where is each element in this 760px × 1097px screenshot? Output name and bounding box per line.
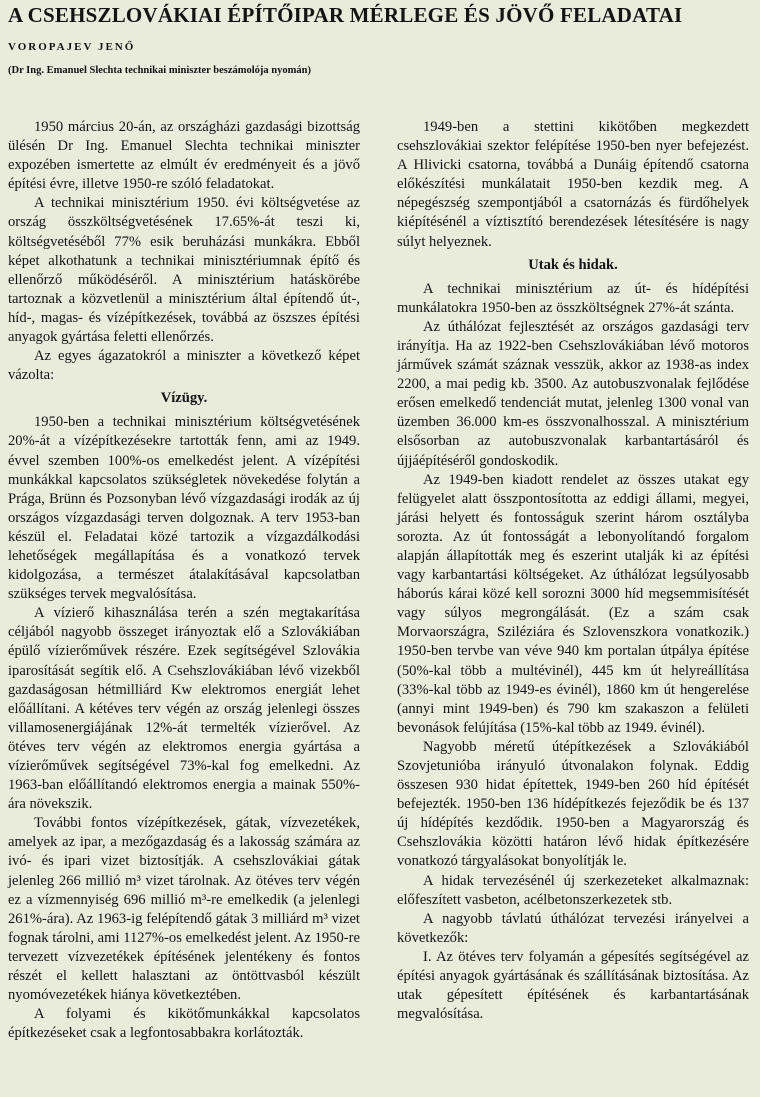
paragraph: 1949-ben a stettini kikötőben megkezdett csehszlovákiai szektor felépítése 1950-ben nyer befejezést. A Hlivicki csatorna, továbbá a Dunáig építendő csatorna előkészítési munkálatait 1950-ben kezdik meg. A népegészség szempontjából a csatornázás és fürdőhelyek kiépítésénél a víztisztító berendezések létesítésére is nagy súlyt helyeznek. — [397, 119, 749, 250]
paragraph: Az úthálózat fejlesztését az országos gazdasági terv irányítja. Ha az 1922-ben Csehszlovákiában lévő motoros járművek számát száznak vesszük, akkor az 1938-as index 2200, a mai pedig kb. 3500. Az autobuszvonalak fejlődése erősen emelkedő tendenciát mutat, jelenleg 1300 vonal van üzemben 36.000 km-es összvonalhosszal. A minisztérium elsősorban az autobuszvonalak karbantartásáról és újjáépítéséről gondoskodik. — [397, 318, 749, 469]
paragraph: A vízierő kihasználása terén a szén megtakarítása céljából nagyobb összeget irányoztak elő a Szlovákiában épülő vízierőművek részére. Ezek segítségével Szlovákia iparosítását segítik elő. A Csehszlovákiában lévő vizekből gazdaságosan hétmilliárd Kw elektromos energiát lehet előállítani. A kétéves terv végén az ország jelenlegi összes villamosenergiájának 12%-át termelték vízierővel. Az ötéves terv végén az elektromos energia gyártása a vízierőművek segítségével 73%-kal fog emelkedni. Az 1963-ban előállítandó elektromos energia a mainak 550%-ára növekszik. — [8, 605, 360, 813]
paragraph: További fontos vízépítkezések, gátak, vízvezetékek, amelyek az ipar, a mezőgazdaság és a lakosság számára az ivó- és ipari vizet biztosítják. A csehszlovákiai gátak jelenleg 266 millió m³ vizet tárolnak. Az ötéves terv végén ez a vízmennyiség 696 millió m³-re emelkedik (a jelenlegi 261%-ára). Az 1963-ig felépítendő gátak 3 milliárd m³ vizet fognak tárolni, ami 1127%-os emelkedést jelent. Az 1950-re tervezett vízvezetékek építésének jelentékeny és fontos részét el kellett halasztani az öntöttvasból készült nyomóvezetékek hiánya következtében. — [8, 815, 360, 1004]
paragraph: A folyami és kikötőmunkákkal kapcsolatos építkezéseket csak a legfontosabbakra korlátozták. — [8, 1006, 360, 1042]
paragraph: I. Az ötéves terv folyamán a gépesítés segítségével az építési anyagok gyártásának és szállításának biztosítása. Az utak gépesített építésének és karbantartásának megvalósítása. — [397, 948, 749, 1023]
paragraph: Nagyobb méretű útépítkezések a Szlovákiából Szovjetunióba irányuló útvonalakon folynak. Eddig összesen 930 hidat építettek, 1949-ben 260 híd építését befejezték. 1950-ben 136 hídépítkezés fejeződik be és 137 új hídépítés kezdődik. 1950-ben a Magyarország és Csehszlovákia közötti határon lévő hidak építkezésére vonatkozó tárgyalásokat bonyolítják le. — [397, 738, 749, 870]
paragraph: A hidak tervezésénél új szerkezeteket alkalmaznak: előfeszített vasbeton, acélbetonszerkezetek stb. — [397, 872, 749, 908]
right-column — [397, 118, 749, 1024]
article-author: VOROPAJEV JENŐ — [8, 41, 136, 53]
paragraph: A nagyobb távlatú úthálózat tervezési irányelvei a következők: — [397, 910, 749, 946]
paragraph: A technikai minisztérium az út- és hídépítési munkálatokra 1950-ben az összköltségnek 27%-át szánta. — [397, 280, 749, 316]
section-heading-vizugy: Vízügy. — [160, 390, 208, 407]
paragraph: Az 1949-ben kiadott rendelet az összes utakat egy felügyelet alatt összpontosította az eddigi állami, megyei, járási helyett és fontosságuk szerint három osztályba sorozta. Az út fontosságát a lebonyolítandó forgalom alapján állapították meg és eszerint utalják ki az építési vagy karbantartási költségeket. Az úthálózat legsúlyosabb háborús kárai közé kell sorozni 3000 híd megsemmisítését vagy súlyos megrongálását. (Ez a szám csak Morvaországra, Sziléziára és Szlovenszkora vonatkozik.) 1950-ben tervbe van véve 940 km portalan útpálya építése (50%-kal több a multévinél), 445 km út helyreállítása (33%-kal több az 1949-es évinél), 1860 km út hengerelése (annyi mint 1949-ben) és 790 km szakaszon a felületi bevonások felújítása (15%-kal több az 1949. évinél). — [397, 471, 749, 736]
source-note: (Dr Ing. Emanuel Slechta technikai miniszter beszámolója nyomán) — [8, 65, 311, 76]
article-title: A CSEHSZLOVÁKIAI ÉPÍTŐIPAR MÉRLEGE ÉS JÖVŐ FELADATAI — [8, 3, 683, 27]
paragraph: 1950-ben a technikai minisztérium költségvetésének 20%-át a vízépítkezésekre tartották fenn, ami az 1949. évvel szemben 100%-os emelkedést jelent. A vízépítési munkákkal kapcsolatos szükségletek növekedése folytán a Prága, Brünn és Pozsonyban lévő vízgazdasági irodák az új országos vízgazdasági terven dolgoznak. A terv 1953-ban készül el. Feladatai közé tartozik a vízgazdálkodási lehetőségek megállapítása és a vonatkozó tervek kidolgozása, a természet átalakításával kapcsolatban szükséges tervek megvalósítása. — [8, 414, 360, 603]
paragraph: Az egyes ágazatokról a miniszter a következő képet vázolta: — [8, 348, 360, 384]
paragraph: 1950 március 20-án, az országházi gazdasági bizottság ülésén Dr Ing. Emanuel Slechta technikai miniszter expozében ismertette az elmúlt év eredményeit és a jövő építési évre, illetve 1950-re szóló feladatokat. — [8, 119, 360, 193]
paragraph: A technikai minisztérium 1950. évi költségvetése az ország összköltségvetésének 17.65%-át teszi ki, költségvetéséből 77% esik beruházási munkákra. Ebből képet alkothatunk a technikai minisztériumnak építő és ellenőrző működéséről. A minisztérium hatáskörébe tartoznak a közvetlenül a minisztérium által építendő út-, híd-, magas- és vízépítkezések, továbbá az öszszes építési anyagok gyártása feletti ellenőrzés. — [8, 195, 360, 346]
left-column — [8, 118, 360, 1043]
section-heading-utak-es-hidak: Utak és hidak. — [528, 256, 618, 273]
